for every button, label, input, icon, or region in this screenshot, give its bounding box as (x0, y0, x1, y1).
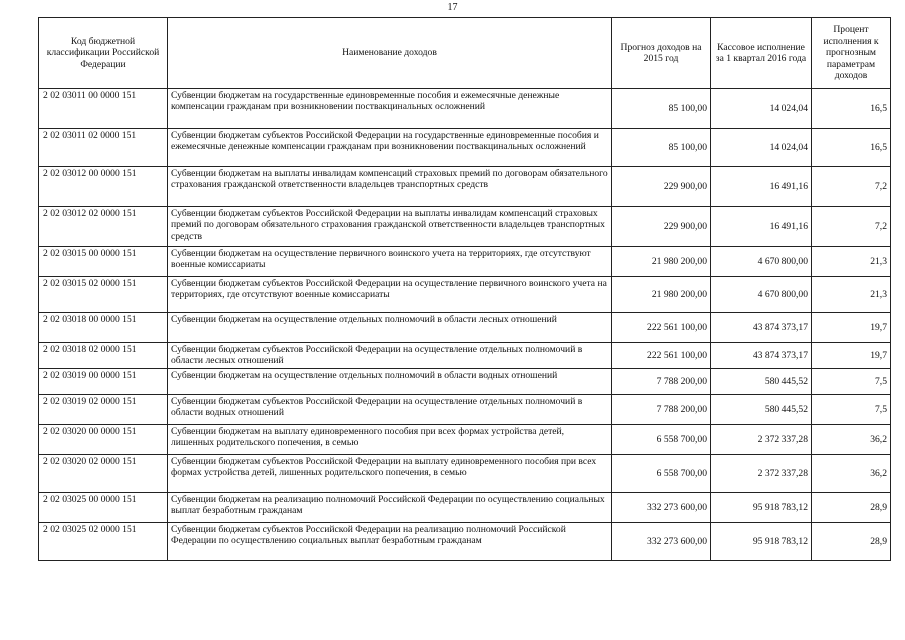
cell-forecast: 85 100,00 (612, 89, 711, 129)
header-name: Наименование доходов (168, 18, 612, 89)
cell-percent: 36,2 (812, 455, 891, 493)
cell-forecast: 332 273 600,00 (612, 493, 711, 523)
cell-execution: 4 670 800,00 (711, 247, 812, 277)
revenue-table (38, 17, 891, 561)
table-row (39, 343, 891, 369)
cell-code: 2 02 03015 02 0000 151 (39, 277, 168, 313)
cell-forecast: 21 980 200,00 (612, 247, 711, 277)
table-row (39, 455, 891, 493)
cell-percent: 19,7 (812, 313, 891, 343)
table-row (39, 89, 891, 129)
cell-forecast: 332 273 600,00 (612, 523, 711, 561)
table-body (39, 89, 891, 561)
cell-name: Субвенции бюджетам на выплату единовременного пособия при всех формах устройства детей, лишенных родительского попечения, в семью (168, 425, 612, 455)
cell-name: Субвенции бюджетам на осуществление отдельных полномочий в области водных отношений (168, 369, 612, 395)
cell-percent: 7,5 (812, 395, 891, 425)
header-code: Код бюджетной классификации Российской Федерации (39, 18, 168, 89)
table-row (39, 425, 891, 455)
cell-code: 2 02 03020 00 0000 151 (39, 425, 168, 455)
cell-percent: 21,3 (812, 277, 891, 313)
cell-execution: 95 918 783,12 (711, 493, 812, 523)
cell-code: 2 02 03020 02 0000 151 (39, 455, 168, 493)
cell-name: Субвенции бюджетам на выплаты инвалидам компенсаций страховых премий по договорам обязательного страхования гражданской ответственности владельцев транспортных средств (168, 167, 612, 207)
cell-execution: 16 491,16 (711, 207, 812, 247)
cell-percent: 28,9 (812, 493, 891, 523)
cell-name: Субвенции бюджетам субъектов Российской Федерации на осуществление отдельных полномочий в области лесных отношений (168, 343, 612, 369)
table-row (39, 167, 891, 207)
table-row (39, 523, 891, 561)
cell-percent: 16,5 (812, 129, 891, 167)
cell-name: Субвенции бюджетам субъектов Российской Федерации на выплаты инвалидам компенсаций страховых премий по договорам обязательного страхования гражданской ответственности владельцев транспортных средств (168, 207, 612, 247)
cell-forecast: 85 100,00 (612, 129, 711, 167)
cell-percent: 21,3 (812, 247, 891, 277)
cell-forecast: 21 980 200,00 (612, 277, 711, 313)
cell-execution: 14 024,04 (711, 89, 812, 129)
cell-execution: 2 372 337,28 (711, 455, 812, 493)
cell-code: 2 02 03019 02 0000 151 (39, 395, 168, 425)
cell-percent: 36,2 (812, 425, 891, 455)
cell-code: 2 02 03012 00 0000 151 (39, 167, 168, 207)
table-row (39, 493, 891, 523)
header-forecast: Прогноз доходов на 2015 год (612, 18, 711, 89)
cell-code: 2 02 03018 00 0000 151 (39, 313, 168, 343)
cell-code: 2 02 03018 02 0000 151 (39, 343, 168, 369)
cell-execution: 14 024,04 (711, 129, 812, 167)
cell-name: Субвенции бюджетам субъектов Российской Федерации на государственные единовременные пособия и ежемесячные денежные компенсации гражданам при возникновении поствакцинальных осложнений (168, 129, 612, 167)
cell-code: 2 02 03015 00 0000 151 (39, 247, 168, 277)
cell-forecast: 222 561 100,00 (612, 343, 711, 369)
header-percent: Процент исполнения к прогнозным параметрам доходов (812, 18, 891, 89)
cell-code: 2 02 03012 02 0000 151 (39, 207, 168, 247)
cell-execution: 2 372 337,28 (711, 425, 812, 455)
table-row (39, 247, 891, 277)
table-row (39, 313, 891, 343)
cell-code: 2 02 03011 00 0000 151 (39, 89, 168, 129)
cell-name: Субвенции бюджетам на государственные единовременные пособия и ежемесячные денежные компенсации гражданам при возникновении поствакцинальных осложнений (168, 89, 612, 129)
cell-execution: 95 918 783,12 (711, 523, 812, 561)
cell-execution: 43 874 373,17 (711, 313, 812, 343)
cell-forecast: 229 900,00 (612, 167, 711, 207)
cell-forecast: 7 788 200,00 (612, 395, 711, 425)
header-execution: Кассовое исполнение за 1 квартал 2016 года (711, 18, 812, 89)
cell-name: Субвенции бюджетам субъектов Российской Федерации на осуществление отдельных полномочий в области водных отношений (168, 395, 612, 425)
cell-forecast: 229 900,00 (612, 207, 711, 247)
cell-name: Субвенции бюджетам на осуществление первичного воинского учета на территориях, где отсутствуют военные комиссариаты (168, 247, 612, 277)
cell-forecast: 6 558 700,00 (612, 455, 711, 493)
cell-code: 2 02 03011 02 0000 151 (39, 129, 168, 167)
header-row (39, 18, 891, 89)
cell-name: Субвенции бюджетам субъектов Российской Федерации на осуществление первичного воинского учета на территориях, где отсутствуют военные комиссариаты (168, 277, 612, 313)
page-number: 17 (447, 2, 458, 13)
table-row (39, 207, 891, 247)
cell-execution: 16 491,16 (711, 167, 812, 207)
cell-percent: 7,2 (812, 207, 891, 247)
cell-forecast: 222 561 100,00 (612, 313, 711, 343)
cell-execution: 4 670 800,00 (711, 277, 812, 313)
cell-execution: 43 874 373,17 (711, 343, 812, 369)
cell-code: 2 02 03025 02 0000 151 (39, 523, 168, 561)
cell-percent: 28,9 (812, 523, 891, 561)
cell-execution: 580 445,52 (711, 369, 812, 395)
cell-name: Субвенции бюджетам субъектов Российской Федерации на реализацию полномочий Российской Федерации по осуществлению социальных выплат безработным гражданам (168, 523, 612, 561)
cell-percent: 16,5 (812, 89, 891, 129)
cell-execution: 580 445,52 (711, 395, 812, 425)
cell-percent: 7,5 (812, 369, 891, 395)
cell-name: Субвенции бюджетам субъектов Российской Федерации на выплату единовременного пособия при всех формах устройства детей, лишенных родительского попечения, в семью (168, 455, 612, 493)
cell-code: 2 02 03019 00 0000 151 (39, 369, 168, 395)
table-row (39, 369, 891, 395)
table-row (39, 129, 891, 167)
cell-forecast: 7 788 200,00 (612, 369, 711, 395)
cell-forecast: 6 558 700,00 (612, 425, 711, 455)
cell-code: 2 02 03025 00 0000 151 (39, 493, 168, 523)
cell-name: Субвенции бюджетам на реализацию полномочий Российской Федерации по осуществлению социальных выплат безработным гражданам (168, 493, 612, 523)
cell-name: Субвенции бюджетам на осуществление отдельных полномочий в области лесных отношений (168, 313, 612, 343)
table-row (39, 395, 891, 425)
cell-percent: 7,2 (812, 167, 891, 207)
table-row (39, 277, 891, 313)
cell-percent: 19,7 (812, 343, 891, 369)
